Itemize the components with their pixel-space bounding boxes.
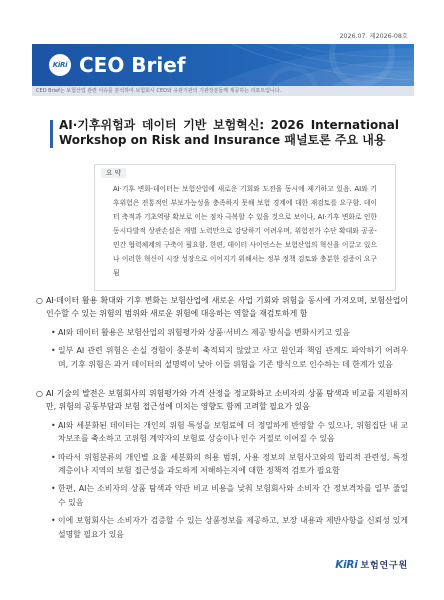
kiri-logo-text: KiRi xyxy=(52,61,68,69)
publication-title: CEO Brief xyxy=(79,53,186,77)
sub-point-text: AI와 세분화된 데이터는 개인의 위험 특성을 보험료에 더 정밀하게 반영할 수 있으나, 위험집단 내 교차보조를 축소하고 고위험 계약자의 보험료 상승이나 인수 거절로 이어질 수 있음 xyxy=(58,420,408,444)
issue-date: 2026.07. xyxy=(339,33,368,40)
dot-bullet-icon: • xyxy=(51,420,56,430)
sub-point xyxy=(51,514,408,541)
main-point-text: AI·데이터 활용 확대와 기후 변화는 보험산업에 새로운 사업 기회와 위험을 동시에 가져오며, 보험산업이 인수할 수 있는 위험의 범위와 새로운 위험에 대응하는 역할을 재검토하게 함 xyxy=(46,296,408,319)
kiri-logo xyxy=(49,54,71,76)
main-point xyxy=(36,294,408,321)
tagline-text: CEO Brief는 보험산업 관련 이슈를 분석하여 보험회사 CEO와 유관기관의 기관장분들께 제공하는 리포트입니다. xyxy=(36,88,282,94)
report-title: AI·기후위험과 데이터 기반 보험혁신: 2026 International Workshop on Risk and Insurance 패널토론 주요 내용 xyxy=(59,118,399,147)
summary-box xyxy=(94,164,396,291)
sub-point-text: 일부 AI 관련 위험은 손실 경험이 충분히 축적되지 않았고 사고 원인과 책임 관계도 파악하기 어려우며, 기후 위험은 과거 데이터의 설명력이 낮아 이들 위험을 기존 방식으로 인수하는 데 한계가 있음 xyxy=(58,346,408,369)
sub-point-text: 따라서 위험분류의 개인별 요율 세분화의 허용 범위, 사용 정보의 보험사고와의 합리적 관련성, 특정 계층이나 지역의 보험 접근성을 과도하게 저해하는지에 대한 정책적 검토가 필요함 xyxy=(58,452,408,476)
dot-bullet-icon: • xyxy=(51,484,56,494)
circle-bullet-icon: ○ xyxy=(36,389,43,399)
section-2 xyxy=(36,387,408,541)
sub-point xyxy=(51,419,408,446)
sub-point-text: 한편, AI는 소비자의 상품 탐색과 약관 비교 비용을 낮춰 보험회사와 소비자 간 정보격차를 일부 줄일 수 있음 xyxy=(58,484,408,507)
dot-bullet-icon: • xyxy=(51,327,56,337)
title-accent-bar xyxy=(50,120,53,148)
organization-name: 보험연구원 xyxy=(360,561,408,571)
section-1 xyxy=(36,294,408,371)
dot-bullet-icon: • xyxy=(51,346,56,356)
summary-text: AI·기후 변화·데이터는 보험산업에 새로운 기회와 도전을 동시에 제기하고 있음. AI와 기후위험은 전통적인 부보가능성을 충족하지 못해 보험 경계에 대한 재검토를 요구함. 데이터 축적과 기초역량 확보로 이는 점차 극복할 수 있을 것으로 보이나, AI·기후 변화로 인한 동시다발적 상관손실은 개별 노력만으로 감당하기 어려우며, 위험전가 수단 확대와 공공-민간 협력체계의 구축이 필요함. 한편, 데이터 사이언스는 보험산업의 혁신을 이끌고 있으나 이러한 혁신이 시장 성장으로 이어지기 위해서는 정부 정책 검토와 충분한 검증이 요구됨 xyxy=(113,185,377,277)
sub-point-text: 이에 보험회사는 소비자가 검증할 수 있는 상품정보를 제공하고, 보장 내용과 제반사항을 신뢰성 있게 설명할 필요가 있음 xyxy=(58,516,408,539)
tagline-strip xyxy=(32,86,414,96)
sub-point xyxy=(51,451,408,478)
dot-bullet-icon: • xyxy=(51,452,56,462)
sub-point-text: AI와 데이터 활용은 보험산업의 위험평가와 상품·서비스 제공 방식을 변화시키고 있음 xyxy=(58,327,350,337)
dot-bullet-icon: • xyxy=(51,516,56,526)
kiri-footer-logo: KiRi xyxy=(335,558,358,571)
issue-number: 제2026-08호 xyxy=(369,33,408,40)
sub-point xyxy=(51,482,408,509)
circle-bullet-icon: ○ xyxy=(36,296,43,305)
sub-point-list xyxy=(51,326,408,371)
main-point-text: AI 기술의 발전은 보험회사의 위험평가와 가격 산정을 정교화하고 소비자의 상품 탐색과 비교를 지원하지만, 위험의 공동부담과 보험 접근성에 미치는 영향도 함께 고려할 필요가 있음 xyxy=(46,389,408,412)
main-point xyxy=(36,387,408,414)
sub-point xyxy=(51,344,408,371)
issue-info xyxy=(339,33,408,41)
sub-point-list xyxy=(51,419,408,541)
ceo-brief-banner xyxy=(32,44,414,86)
body-content xyxy=(36,294,408,541)
summary-label: 요 약 xyxy=(101,168,126,178)
sub-point xyxy=(51,326,408,339)
footer-brand xyxy=(335,558,408,571)
